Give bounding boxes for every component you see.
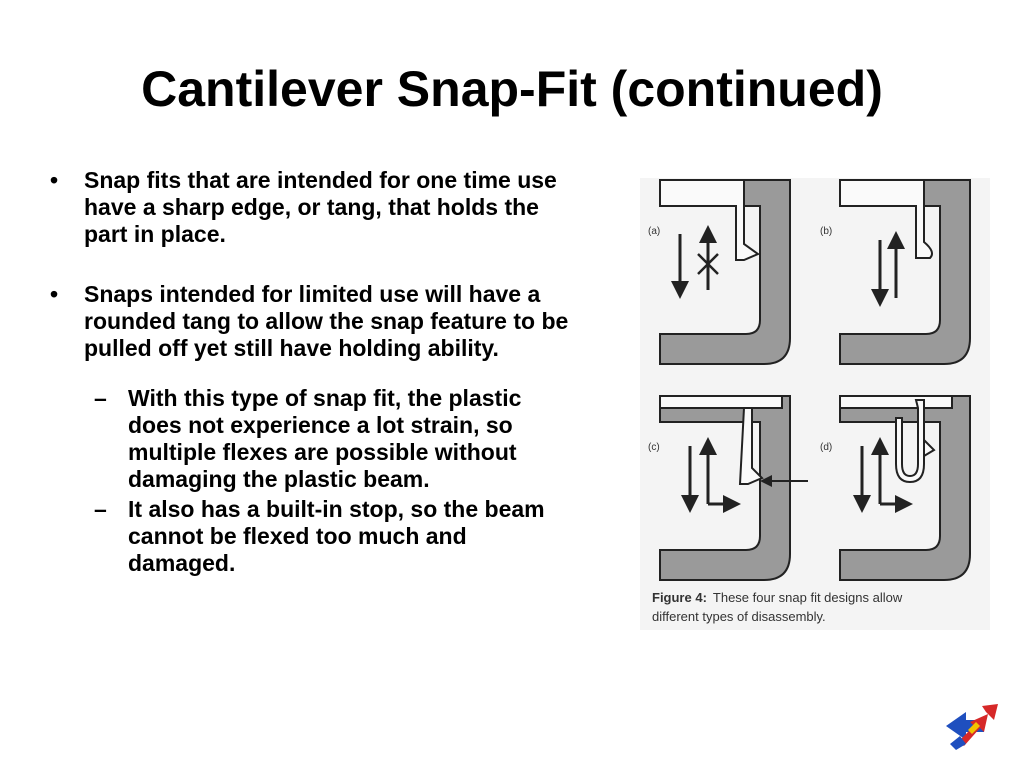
bullet-text: Snaps intended for limited use will have a rounded tang to allow the snap feature to be pulled off yet still have holding ability. <box>84 281 569 361</box>
panel-c <box>648 396 808 580</box>
sub-bullet-item <box>94 385 580 493</box>
panel-b <box>820 180 970 364</box>
panel-label-d: (d) <box>820 442 833 453</box>
figure-caption-line2: different types of disassembly. <box>652 609 826 624</box>
sub-bullet-item <box>94 496 580 577</box>
panel-d <box>820 396 970 580</box>
bullet-item <box>50 167 580 248</box>
panel-label-b: (b) <box>820 226 833 237</box>
panel-label-c: (c) <box>648 442 660 453</box>
slide-title: Cantilever Snap-Fit (continued) <box>141 61 883 117</box>
sub-bullet-text: With this type of snap fit, the plastic does not experience a lot strain, so multiple flexes are possible without damaging the plastic beam. <box>128 385 522 492</box>
caption-label: Figure 4: <box>652 590 707 605</box>
snap-fit-figure <box>640 178 990 630</box>
caption-text-1: These four snap fit designs allow <box>712 590 903 605</box>
dash-mark: – <box>94 385 107 411</box>
figure-caption-line1 <box>652 590 903 605</box>
bullet-mark: • <box>50 281 59 307</box>
dash-mark: – <box>94 496 107 522</box>
snap-fit-diagram <box>640 178 990 630</box>
arrow-logo-icon <box>944 700 1000 752</box>
panel-a <box>648 180 790 364</box>
bullet-mark: • <box>50 167 59 193</box>
panel-label-a: (a) <box>648 226 661 237</box>
bullet-text: Snap fits that are intended for one time use have a sharp edge, or tang, that holds the part in place. <box>84 167 557 247</box>
bullet-item <box>50 281 580 362</box>
sub-bullet-list <box>50 385 580 577</box>
sub-bullet-text: It also has a built-in stop, so the beam cannot be flexed too much and damaged. <box>128 496 545 576</box>
bullet-list <box>50 167 580 580</box>
